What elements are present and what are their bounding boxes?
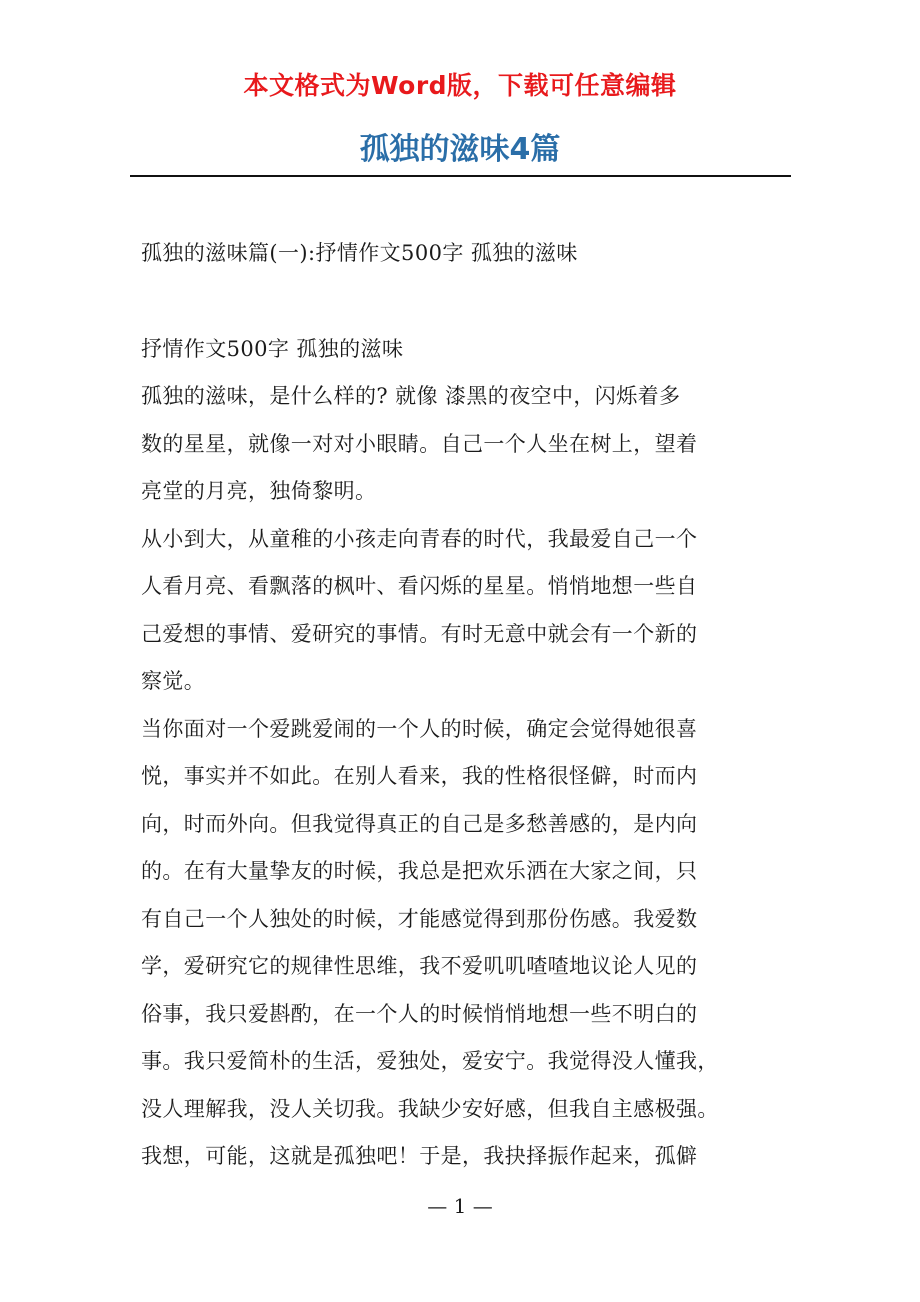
document-title: 孤独的滋味4篇	[359, 132, 561, 167]
paragraph-line: 学，爱研究它的规律性思维，我不爱叽叽喳喳地议论人见的	[141, 954, 698, 978]
title-divider	[130, 175, 791, 177]
article-body	[141, 230, 781, 1181]
paragraph-line: 孤独的滋味，是什么样的? 就像 漆黑的夜空中，闪烁着多	[141, 384, 681, 408]
paragraph-line: 俗事，我只爱斟酌，在一个人的时候悄悄地想一些不明白的	[141, 1001, 698, 1026]
paragraph-line: 有自己一个人独处的时候，才能感觉得到那份伤感。我爱数	[141, 906, 698, 931]
paragraph-line: 的。在有大量挚友的时候，我总是把欢乐洒在大家之间，只	[141, 859, 698, 883]
paragraph-line: 没人理解我，没人关切我。我缺少安好感，但我自主感极强。	[141, 1096, 719, 1121]
paragraph-line: 数的星星，就像一对对小眼睛。自己一个人坐在树上，望着	[141, 431, 698, 456]
paragraph-line: 悦，事实并不如此。在别人看来，我的性格很怪僻，时而内	[141, 764, 698, 788]
paragraph-line: 从小到大，从童稚的小孩走向青春的时代，我最爱自己一个	[141, 526, 698, 551]
page-number: — 1 —	[427, 1194, 493, 1218]
paragraph-line: 察觉。	[141, 669, 206, 693]
paragraph-line: 亮堂的月亮，独倚黎明。	[141, 479, 377, 503]
paragraph-line: 向，时而外向。但我觉得真正的自己是多愁善感的，是内向	[141, 811, 698, 836]
paragraph-line: 事。我只爱简朴的生活，爱独处，爱安宁。我觉得没人懂我，	[141, 1049, 719, 1073]
paragraph-line: 己爱想的事情、爱研究的事情。有时无意中就会有一个新的	[141, 621, 698, 646]
subheading-line: 抒情作文500字 孤独的滋味	[141, 336, 404, 361]
paragraph-line: 人看月亮、看飘落的枫叶、看闪烁的星星。悄悄地想一些自	[141, 574, 698, 598]
download-notice-banner: 本文格式为Word版，下载可任意编辑	[243, 71, 677, 100]
paragraph-line: 当你面对一个爱跳爱闹的一个人的时候，确定会觉得她很喜	[141, 716, 698, 741]
paragraph-line: 我想，可能，这就是孤独吧！于是，我抉择振作起来，孤僻	[141, 1144, 698, 1168]
section-heading: 孤独的滋味篇(一):抒情作文500字 孤独的滋味	[141, 241, 578, 265]
